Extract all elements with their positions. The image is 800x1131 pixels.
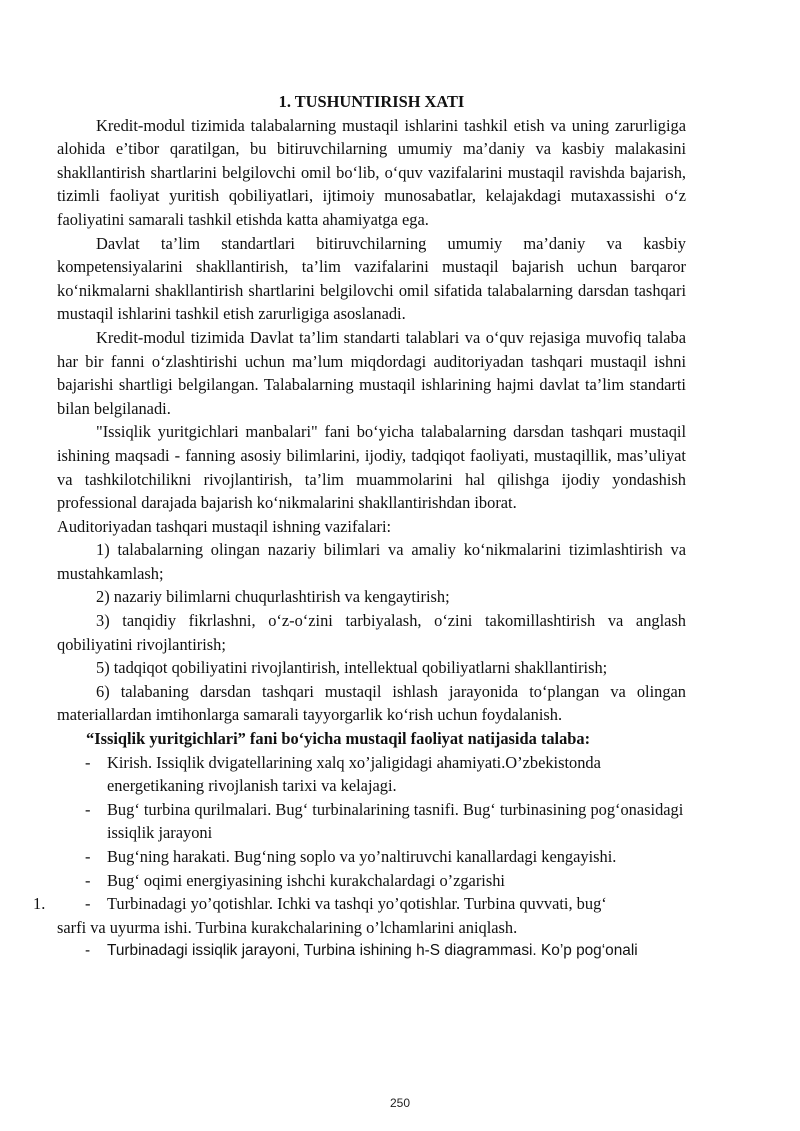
topic-item-last — [57, 939, 686, 963]
text-column — [33, 90, 686, 963]
dash-marker: - — [85, 752, 91, 772]
topic-item-numbered — [33, 892, 686, 916]
topic-text: Bug‘ turbina qurilmalari. Bug‘ turbinalarining tasnifi. Bug‘ turbinasining pog‘onasidagi issiqlik jarayoni — [107, 799, 684, 843]
topic-continuation: sarfi va uyurma ishi. Turbina kurakchalarining o’lchamlarini aniqlash. — [57, 917, 518, 937]
task-item-2: 2) nazariy bilimlarni chuqurlashtirish va kengaytirish; — [96, 587, 450, 607]
topic-text: Turbinadagi yo’qotishlar. Ichki va tashqi yo’qotishlar. Turbina quvvati, bug‘ — [107, 894, 607, 914]
topic-text: Kirish. Issiqlik dvigatellarining xalq xo’jaligidagi ahamiyati.O’zbekistonda energetikaning rivojlanish tarixi va kelajagi. — [107, 752, 601, 796]
topic-text: Bug‘ning harakati. Bug‘ning soplo va yo’naltiruvchi kanallardagi kengayishi. — [107, 847, 617, 866]
dash-marker: - — [85, 894, 91, 914]
topic-text: Bug‘ oqimi energiyasining ishchi kurakchalardagi o’zgarishi — [107, 870, 505, 890]
tasks-heading: Auditoriyadan tashqari mustaqil ishning vazifalari: — [57, 516, 392, 536]
list-number: 1. — [33, 894, 46, 914]
page-number: 250 — [389, 1096, 411, 1110]
topic-item-2 — [57, 798, 686, 845]
dash-marker: - — [85, 942, 91, 960]
topic-text: Turbinadagi issiqlik jarayoni, Turbina ishining h-S diagrammasi. Ko’p pog‘onali — [107, 942, 638, 960]
dash-marker: - — [85, 870, 91, 890]
paragraph-3: Kredit-modul tizimida Davlat ta’lim standarti talablari va o‘quv rejasiga muvofiq talaba har bir fanni o‘zlashtirishi uchun ma’lum miqdordagi auditoriyadan tashqari mustaqil ishni bajarishi shartligi belgilangan. Talabalarning mustaqil ishlarining hajmi davlat ta’lim standarti bilan belgilanadi. — [57, 327, 686, 418]
task-item-3: 3) tanqidiy fikrlashni, o‘z-o‘zini tarbiyalash, o‘zini takomillashtirish va anglash qobiliyatini rivojlantirish; — [57, 611, 686, 654]
dash-marker: - — [85, 799, 91, 819]
paragraph-1: Kredit-modul tizimida talabalarning mustaqil ishlarini tashkil etish va uning zarurligiga alohida e’tibor qaratilgan, bu bitiruvchilarning umumiy ma’daniy va kasbiy malakasini shakllantirish shartlarini belgilovchi omil bo‘lib, o‘quv vazifalarini mustaqil ravishda bajarish, tizimli faoliyat yuritish qobiliyatlari, ijtimoiy munosabatlar, kelajakdagi mutaxassishi o‘z faoliyatini samarali tashkil etishda katta ahamiyatga ega. — [57, 115, 686, 229]
dash-marker: - — [85, 847, 91, 866]
task-item-5: 5) tadqiqot qobiliyatini rivojlantirish, intellektual qobiliyatlarni shakllantirish; — [96, 658, 608, 678]
task-item-6: 6) talabaning darsdan tashqari mustaqil ishlash jarayonida to‘plangan va olingan materiallardan imtihonlarga samarali tayyorgarlik ko‘rish uchun foydalanish. — [57, 681, 686, 725]
paragraph-4: "Issiqlik yuritgichlari manbalari" fani bo‘yicha talabalarning darsdan tashqari mustaqil ishining maqsadi - fanning asosiy bilimlarini, ijodiy, tadqiqot faoliyati, mustaqillik, mas’uliyat va tashkilotchilikni rivojlantirish, ta’lim muammolarini hal qilishga ijodiy yondashish professional darajada bajarish ko‘nikmalarini shakllantirishdan iborat. — [57, 422, 686, 513]
paragraph-2: Davlat ta’lim standartlari bitiruvchilarning umumiy ma’daniy va kasbiy kompetensiyalarini shakllantirish, ta’lim vazifalarini mustaqil bajarish uchun barqaror ko‘nikmalarni shakllantirish shartlarini belgilovchi omil sifatida talabalarning darsdan tashqari mustaqil ishlarini tashkil etish zarurligiga asoslanadi. — [57, 233, 686, 324]
topic-item-4 — [57, 869, 686, 893]
topic-item-3 — [57, 845, 686, 869]
results-heading: “Issiqlik yuritgichlari” fani bo‘yicha mustaqil faoliyat natijasida talaba: — [86, 729, 591, 749]
section-title: 1. TUSHUNTIRISH XATI — [278, 92, 465, 111]
task-item-1: 1) talabalarning olingan nazariy bilimlari va amaliy ko‘nikmalarini tizimlashtirish va mustahkamlash; — [57, 540, 686, 583]
topic-item-1 — [57, 751, 686, 798]
